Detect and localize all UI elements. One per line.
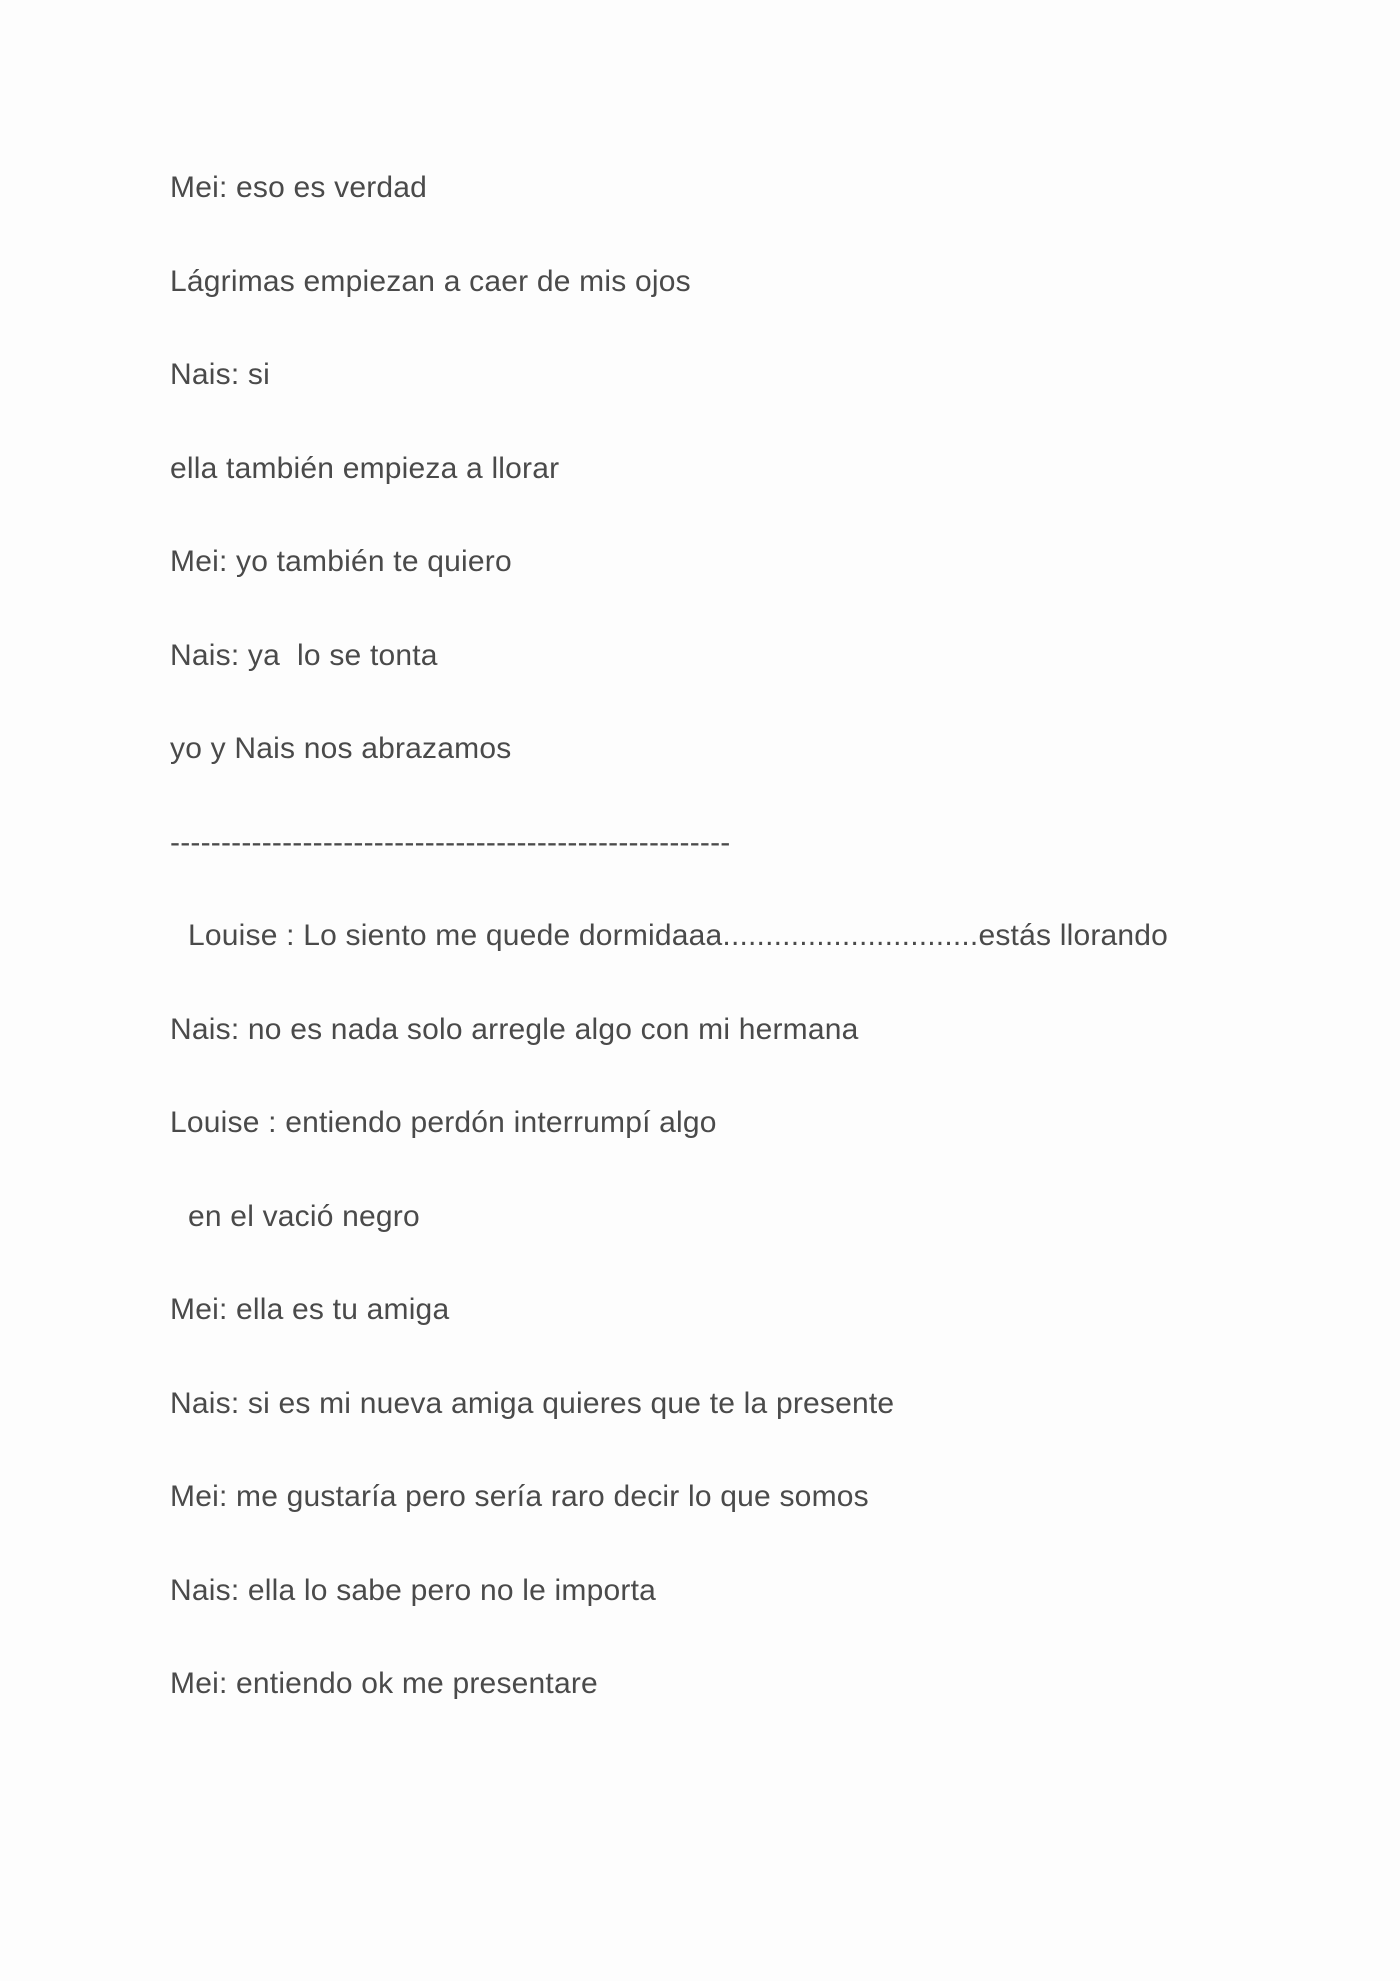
text-line: Mei: me gustaría pero sería raro decir lo que somos: [170, 1480, 869, 1513]
text-line: Nais: ya lo se tonta: [170, 639, 438, 672]
text-line: ella también empieza a llorar: [170, 452, 560, 485]
text-line: Louise : Lo siento me quede dormidaaa..............................estás llorando: [188, 919, 1169, 952]
text-line: Mei: ella es tu amiga: [170, 1293, 450, 1326]
text-line: Nais: no es nada solo arregle algo con mi hermana: [170, 1013, 859, 1046]
section-divider: -------------------------------------------------------: [170, 826, 731, 859]
text-line: Nais: si: [170, 358, 270, 391]
text-line: yo y Nais nos abrazamos: [170, 732, 512, 765]
text-line: Lágrimas empiezan a caer de mis ojos: [170, 265, 691, 298]
text-line: Mei: entiendo ok me presentare: [170, 1667, 598, 1700]
text-line: Louise : entiendo perdón interrumpí algo: [170, 1106, 717, 1139]
text-line: Mei: yo también te quiero: [170, 545, 512, 578]
text-line: Nais: si es mi nueva amiga quieres que te la presente: [170, 1387, 895, 1420]
text-line: en el vació negro: [188, 1200, 420, 1233]
text-line: Mei: eso es verdad: [170, 171, 428, 204]
text-line: Nais: ella lo sabe pero no le importa: [170, 1574, 656, 1607]
